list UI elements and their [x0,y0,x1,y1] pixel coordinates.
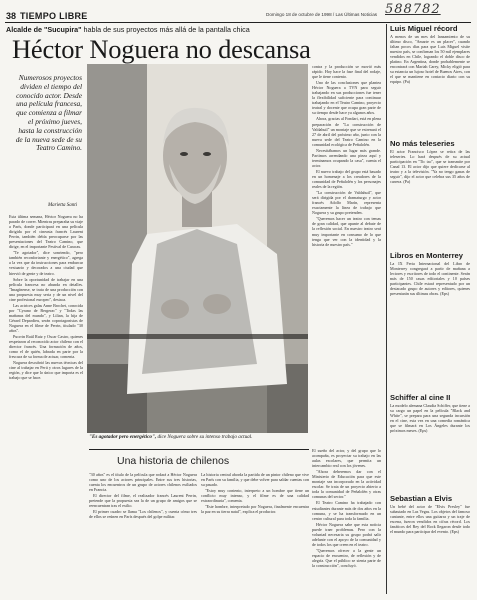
paragraph: "Este hombre, interpretado por Noguera, finalmente encuentra la paz en su tierra natal", explica el productor. [201,504,309,515]
brief-item [390,24,472,134]
historia-column-1 [89,472,197,590]
section-title: TIEMPO LIBRE [20,11,88,21]
paragraph: Necesitábamos un lugar más grande. Partimos arrendando una pieza aquí y terminamos ocupando la casa", cuenta el actor. [312,147,381,168]
paragraph: El nuevo trabajo del grupo está basado en un homenaje a los creadores de la comunidad de Peñalolén y los personajes reales de la región. [312,168,381,190]
paragraph: Pucrrin Raúl Ruiz y Oscar Castro, quienes respetaron al reconocido actor chileno con el director francés. Una formación de años, como el de quién, labrada en parte por la frescura de su forma de actuar, comenta. [9,334,83,360]
paragraph: La historia central aborda la partida de un pintor chileno que vive en París con su familia, y que debe volver para saldar cuentas con su pasado. [201,472,309,488]
subhead-rule-top [89,449,309,450]
byline: Marietta Santi [48,203,78,208]
article-column-1 [9,214,83,584]
sidebar [390,24,472,594]
historia-column-2 [201,472,309,590]
header-rule [5,22,471,23]
brief-title: Luis Miguel récord [390,24,458,33]
headline: Héctor Noguera no descansa [12,34,311,64]
article-column-3 [312,448,381,588]
brief-item [390,251,472,389]
paragraph: Ahora, gracias al Fondart, está en plena preparación de "La construcción de Valdahuil" un montaje que se estrenará el 27 de abril del próximo año, junto con la nueva sede del Teatro Camino en la comunidad ecológica de Peñalolén. [312,116,381,147]
caption-rest: dice Noguera sobre su intenso trabajo actual. [156,434,253,440]
paragraph: "30 años" es el título de la película que rodará a Héctor Noguera como uno de los actores principales. Entre sus tres historias, cuenta los encuentros de un grupo de actores chilenos exiliados en Francia. [89,472,197,493]
caption-bold: "Es agotador pero energético", [89,434,157,440]
paragraph: El director del filme, el realizador francés Laurent Perrin, pretende que la propuesta sea la de un grupo de amigos que se reencuentran tras el exilio. [89,493,197,509]
brief-text: La modelo alemana Claudia Schiffer, que tiene a su cargo un papel en la película "Black and White", se prepara para una segunda incursión en el cine, esta vez en una comedia romántica que se filmará en Los Ángeles durante los próximos meses. (Eps) [390,403,470,434]
paragraph: Uno de las conclusiones que plantea Héctor Noguera a TVN para seguir trabajando en sus producciones fue tener la flexibilidad suficiente para continuar trabajando en el Teatro Camino, proyecto teatral y docente que ocupa gran parte de su tiempo desde hace ya algunos años. [312,80,381,116]
paragraph: El sueño del actor, y del grupo que lo acompaña, es proyectar su trabajo en las aulas escolares, que permita un intercambio real con los jóvenes. [312,448,381,469]
brief-item [390,139,472,245]
paragraph: "Estoy muy contento, interpreto a un hombre que tiene un conflicto muy intenso, y el filme es de una calidad extraordinaria", comenta. [201,488,309,504]
brief-title: Schiffer al cine II [390,393,451,402]
brief-text: El actor Francisco López se retira de las teleseries. Lo hará después de su actual participación en "Tic tac", que se transmite por Canal 13. El actor dijo que quiere dedicarse al teatro y a la televisión. "Ya no tengo ganas de seguir", dijo el actor que celebra sus 35 años de carrera. (Pa) [390,149,470,185]
brief-item [390,393,472,491]
photo-caption [89,434,314,440]
kicker-rest: habla de sus proyectos más allá de la pantalla chica [81,25,250,34]
brief-item [390,494,472,592]
subhead: Una historia de chilenos [117,455,230,467]
portrait-graphic [87,64,308,433]
paragraph: Las actrices galas Anne Brochet, conocida por "Cyrano de Bergerac" y "Todas las mañanas del mundo", y Lilian, la hija de Gérard Depardieu, serán coprotagonistas de Noguera en el filme de Perrin, titulado "30 años". [9,302,83,334]
kicker-bold: Alcalde de "Sucupira" [6,25,82,34]
paragraph: Héctor Noguera sabe que esta noticia puede traer problemas. Pero con la voluntad necesaria su grupo podrá salir adelante con el apoyo de la comunidad y de todos los que creen en el teatro. [312,521,381,547]
paragraph: Sobre la oportunidad de trabajar en una película francesa no abunda en detalles. "Imagínense, se trata de una producción con una propuesta muy seria y de un nivel del cine profesional europeo", destaca. [9,276,83,302]
sidebar-divider [386,24,387,594]
deck: Numerosos proyectos dividen el tiempo del conocido actor. Desde una película francesa, que comienza a filmar el próximo jueves, hasta la construcción de la nueva sede de su Teatro Camino. [15,73,82,153]
paragraph: "Te agotador", dice sonriendo, "pero también reconfortante y energético", agrega a la vez que da instrucciones para embarcar vestuario y decorados a una ciudad que hiervió de gente y de teatro. [9,250,83,276]
paragraph: "Queremos hacer un teatro con temas de gran calidad, que apunte al debate de la reflexión social. En nuestro teatro será muy importante en consumo de lo que tenga que ver con la identidad y la historia de nuestro país." [312,216,381,247]
paragraph: "La construcción de Valdahuil", que será dirigida por el dramaturgo y actor francés Adolfo Marín, representa exactamente la línea de trabajo que Noguera y su grupo pretenden. [312,190,381,216]
actor-photo [87,64,308,433]
brief-title: No más teleseries [390,139,455,148]
article-column-2 [312,64,381,444]
handwritten-reference: 588782 [385,2,441,17]
paragraph: El Teatro Camino ha trabajado con estudiantes durante más de dos años en la comuna, y se ha transformado en un centro cultural para toda la familia. [312,500,381,521]
brief-text: Un bebé del actor de "Elvis Presley" fue subastado en Las Vegas. Los objetos del famoso cantante, entre ellos una guitarra y un traje de escena, fueron vendidos en cifras récord. Los fanáticos del Rey del Rock llegaron desde todo el mundo para participar del evento. (Eps) [390,504,470,535]
brief-text: La IX Feria Internacional del Libro de Monterrey congregará a partir de mañana a lectores y escritores de todo el continente. Serán más de 150 casas editoriales y 10 países participantes. Chile estará representado por un destacado grupo de autores y editores, quienes presentarán sus últimas obras. (Eps) [390,261,470,297]
paragraph: Esta última semana, Héctor Noguera no ha parado de correr. Mientras preparaba su viaje a París, donde participará en una película dirigida por el cineasta francés Laurent Perrin, también debía preocuparse por las presentaciones del Teatro Camino, que dirige, en el importante Festival de Caracas. [9,214,83,250]
kicker [6,25,376,34]
paragraph: Noguera descubrió las nuevas técnicas del cine al trabajar en Perú y otros lugares de la región, y dice que lo único que importa es el trabajo que se hace. [9,360,83,381]
brief-text: A menos de un mes del lanzamiento de su último disco, "Amarte es un placer", cuando faltan pocos días para que Luis Miguel visite nuestro país, se confirman los 50 mil ejemplares vendidos en Chile, logrando el doble disco de platino. En Argentina, donde probablemente se encontrará con Mariah Carey, Micky eligió para su estancia un lujoso hotel de Buenos Aires, con el que se mantiene en contacto diario con su equipo. (Pa) [390,34,470,85]
page-number: 38 [6,11,17,21]
brief-title: Libros en Monterrey [390,251,463,260]
date-source: Domingo 18 de octubre de 1998 / Las Últimas Noticias [266,12,378,17]
paragraph: "Ahora deberemos dar con el Ministerio de Educación para que este montaje sea incorporado en la actividad escolar. Se trata de un proyecto abierto a toda la comunidad de Peñalolén y otras comunas del sector." [312,469,381,500]
paragraph: "Queremos ofrecer a la gente un espacio de encuentro, de reflexión y de alegría. Que el público se sienta parte de la construcción", concluyó. [312,547,381,569]
paragraph: El primer cuadro se llama "Los chilenos", y cuenta cómo tres de ellos se reúnen en París después del golpe militar. [89,509,197,520]
paragraph: contra y la producción se movió más rápido. Hoy hace la fase final del rodaje, que le tiene contento. [312,64,381,80]
brief-title: Sebastian a Elvis [390,494,453,503]
